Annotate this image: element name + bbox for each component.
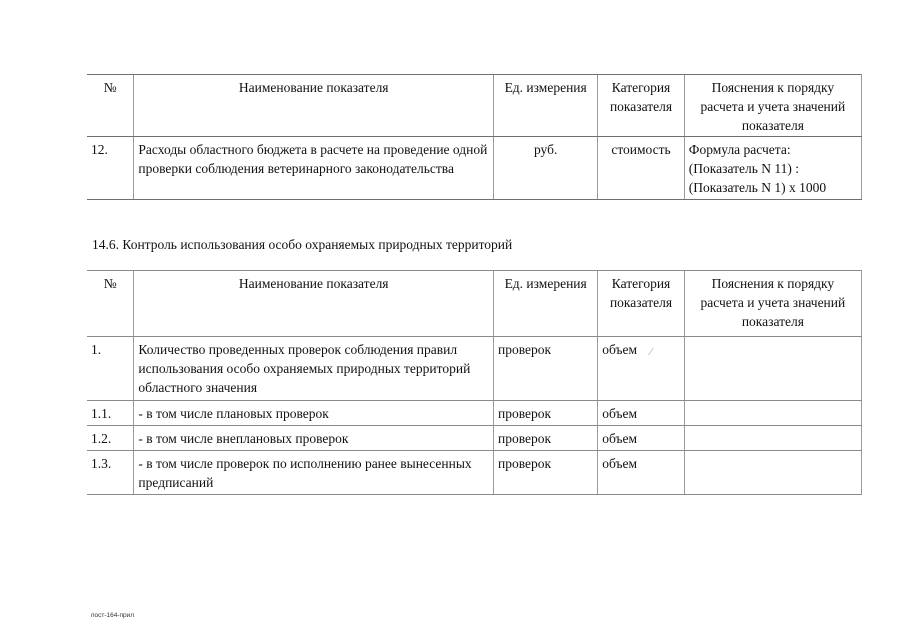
- row-num: 1.2.: [87, 426, 134, 451]
- header-category: Категория показателя: [598, 271, 685, 337]
- row-name: Расходы областного бюджета в расчете на проведение одной проверки соблюдения ветеринарного законодательства: [134, 137, 494, 200]
- row-category: объем: [598, 401, 685, 426]
- table-row: [87, 426, 862, 451]
- formula-line-2: (Показатель N 11) :: [688, 161, 800, 176]
- row-category: объем: [598, 337, 685, 401]
- header-name: Наименование показателя: [134, 271, 494, 337]
- header-notes: Пояснения к порядку расчета и учета значений показателя: [684, 75, 861, 137]
- row-unit: руб.: [494, 137, 598, 200]
- row-name: - в том числе внеплановых проверок: [134, 426, 494, 451]
- table-header-row: [87, 75, 862, 137]
- row-notes: [684, 401, 861, 426]
- table-row: [87, 337, 862, 401]
- row-num: 1.1.: [87, 401, 134, 426]
- table-row: [87, 137, 862, 200]
- header-unit: Ед. измерения: [494, 271, 598, 337]
- row-num: 1.: [87, 337, 134, 401]
- table-row: [87, 401, 862, 426]
- row-category: объем: [598, 451, 685, 495]
- header-name: Наименование показателя: [134, 75, 494, 137]
- table-row: [87, 451, 862, 495]
- row-unit: проверок: [494, 401, 598, 426]
- table-header-row: [87, 271, 862, 337]
- row-unit: проверок: [494, 451, 598, 495]
- indicator-table-1: [87, 74, 862, 200]
- formula-line-1: Формула расчета:: [688, 142, 791, 157]
- row-num: 12.: [87, 137, 134, 200]
- row-category: объем: [598, 426, 685, 451]
- row-unit: проверок: [494, 337, 598, 401]
- row-unit: проверок: [494, 426, 598, 451]
- section-heading: 14.6. Контроль использования особо охраняемых природных территорий: [92, 237, 513, 252]
- footer-label: пост-164-прил: [91, 612, 135, 619]
- formula-line-3: (Показатель N 1) x 1000: [688, 180, 827, 195]
- row-notes: [684, 451, 861, 495]
- header-num: №: [87, 75, 134, 137]
- row-name: Количество проведенных проверок соблюдения правил использования особо охраняемых природных территорий областного значения: [134, 337, 494, 401]
- indicator-table-2: [87, 270, 862, 495]
- header-category: Категория показателя: [598, 75, 685, 137]
- row-formula: [684, 137, 861, 200]
- row-notes: [684, 337, 861, 401]
- row-name: - в том числе проверок по исполнению ранее вынесенных предписаний: [134, 451, 494, 495]
- header-num: №: [87, 271, 134, 337]
- header-notes: Пояснения к порядку расчета и учета значений показателя: [684, 271, 861, 337]
- row-notes: [684, 426, 861, 451]
- row-category: стоимость: [598, 137, 685, 200]
- row-num: 1.3.: [87, 451, 134, 495]
- header-unit: Ед. измерения: [494, 75, 598, 137]
- row-name: - в том числе плановых проверок: [134, 401, 494, 426]
- scan-mark: ⁄: [650, 347, 652, 358]
